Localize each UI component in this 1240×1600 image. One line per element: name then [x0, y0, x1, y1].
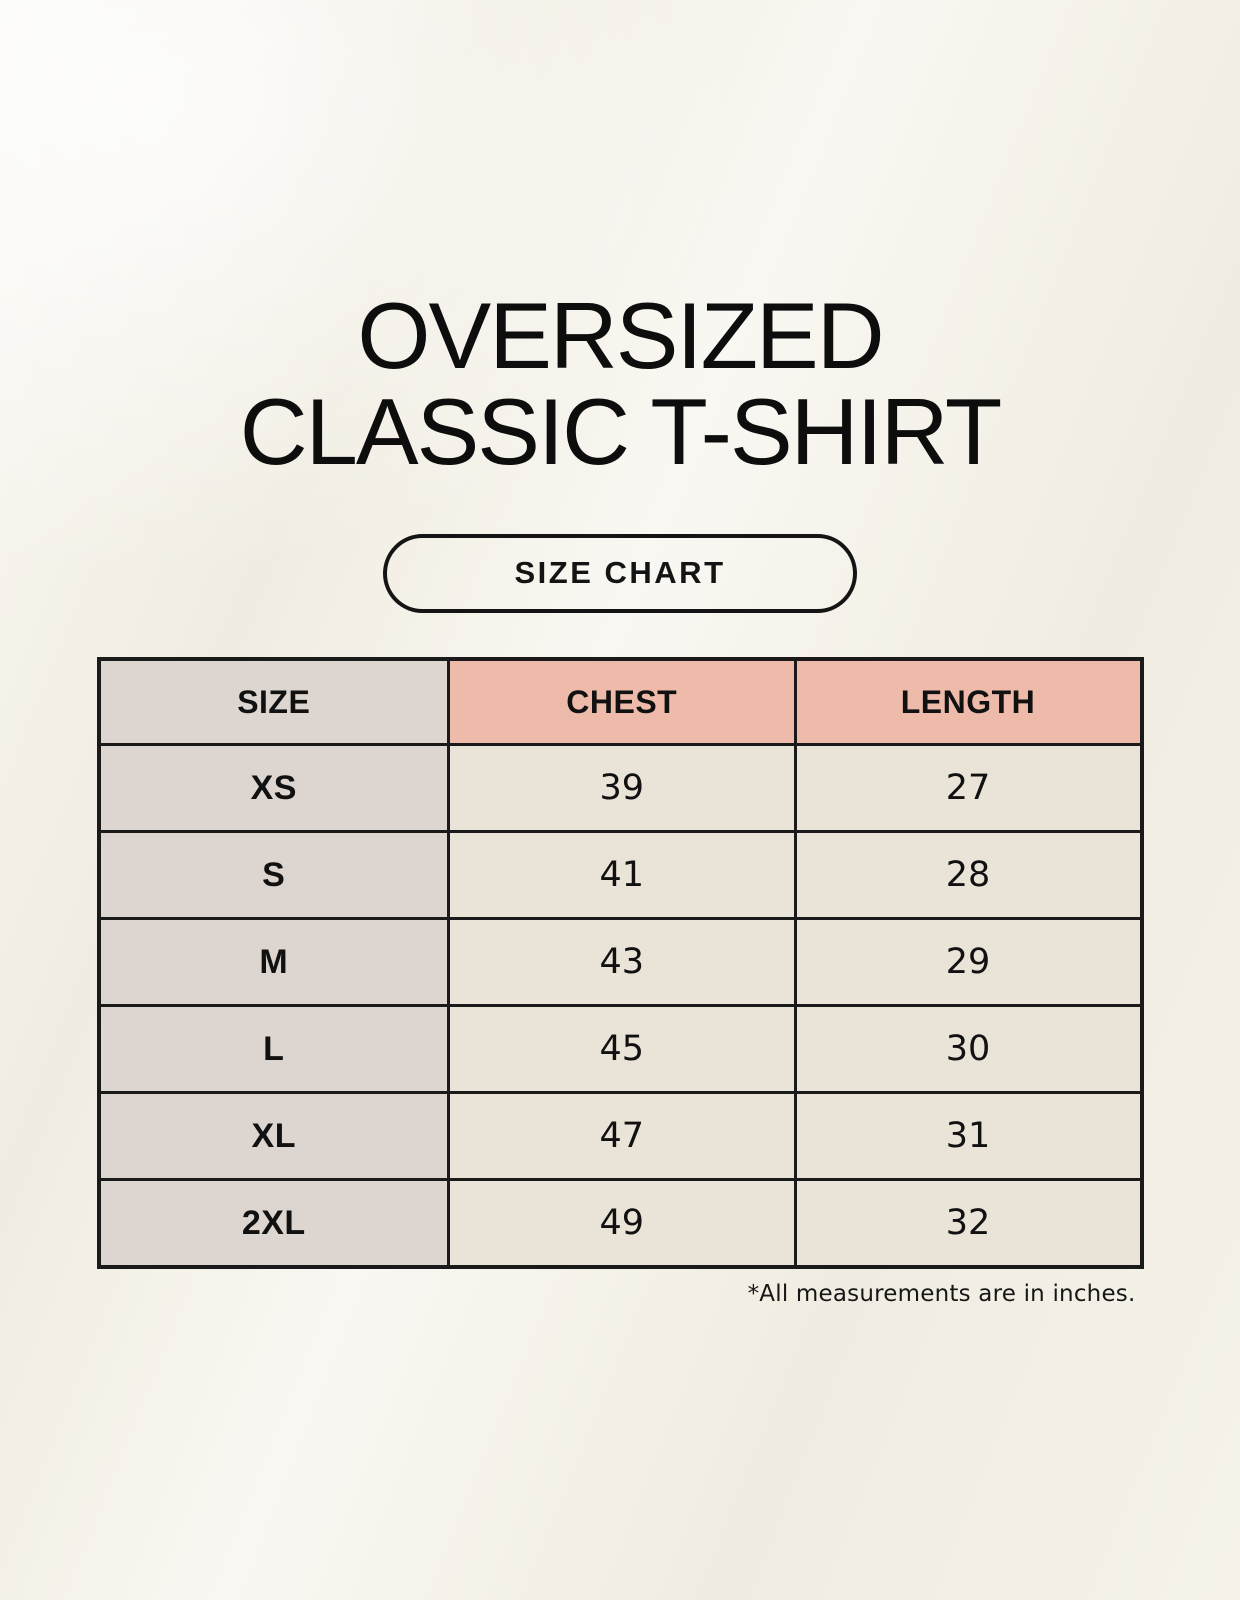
chest-cell: 43 [449, 919, 796, 1006]
size-cell: L [99, 1006, 449, 1093]
column-header-size: SIZE [99, 659, 449, 745]
length-cell: 28 [795, 832, 1142, 919]
length-cell: 30 [795, 1006, 1142, 1093]
table-row-xl [99, 1093, 1142, 1180]
table-row-l [99, 1006, 1142, 1093]
size-cell: 2XL [99, 1180, 449, 1267]
chest-cell: 47 [449, 1093, 796, 1180]
size-chart-button[interactable] [383, 534, 857, 613]
chest-cell: 49 [449, 1180, 796, 1267]
chest-cell: 45 [449, 1006, 796, 1093]
table-row-xs [99, 745, 1142, 832]
length-cell: 29 [795, 919, 1142, 1006]
column-header-chest: CHEST [449, 659, 796, 745]
table-row-m [99, 919, 1142, 1006]
chest-cell: 39 [449, 745, 796, 832]
table-row-2xl [99, 1180, 1142, 1267]
size-chart-table [97, 657, 1144, 1269]
measurements-footnote: *All measurements are in inches. [747, 1280, 1136, 1307]
product-title [0, 0, 1240, 484]
size-cell: S [99, 832, 449, 919]
column-header-length: LENGTH [795, 659, 1142, 745]
size-cell: M [99, 919, 449, 1006]
table-header-row [99, 659, 1142, 745]
size-cell: XS [99, 745, 449, 832]
chest-cell: 41 [449, 832, 796, 919]
product-title-line1: OVERSIZED [357, 283, 883, 388]
length-cell: 31 [795, 1093, 1142, 1180]
table-row-s [99, 832, 1142, 919]
size-chart-button-label: SIZE CHART [514, 555, 726, 591]
length-cell: 32 [795, 1180, 1142, 1267]
product-title-line2: CLASSIC T-SHIRT [239, 378, 1001, 484]
size-cell: XL [99, 1093, 449, 1180]
length-cell: 27 [795, 745, 1142, 832]
